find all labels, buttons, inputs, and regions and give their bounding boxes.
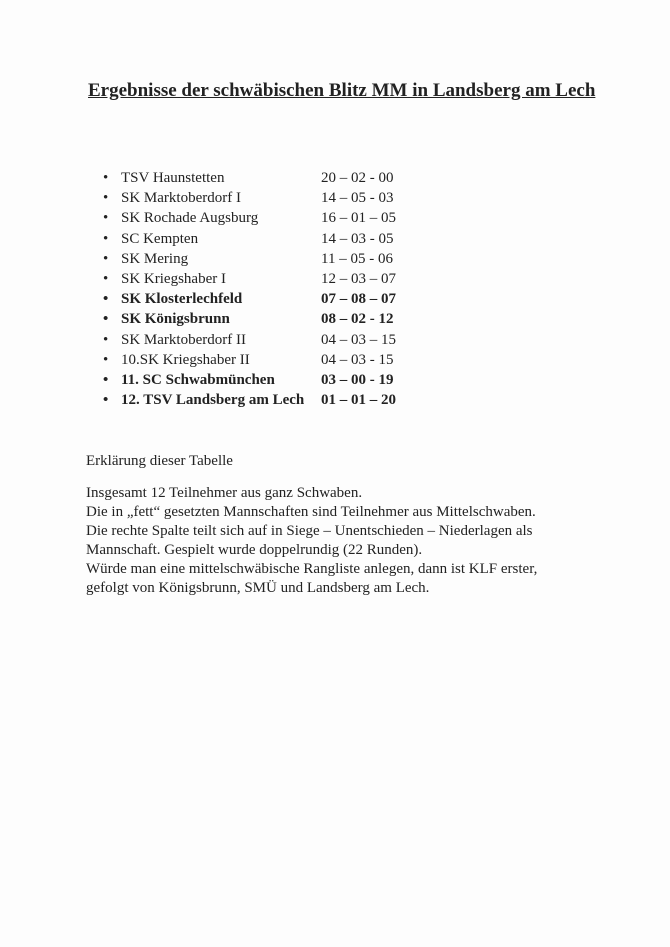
team-name: 12. TSV Landsberg am Lech <box>121 392 305 409</box>
explanation-line: Würde man eine mittelschwäbische Rangliste anlegen, dann ist KLF erster, <box>86 561 538 577</box>
explanation-line: Insgesamt 12 Teilnehmer aus ganz Schwaben. <box>86 485 363 501</box>
bullet-icon: • <box>103 270 109 287</box>
bullet-icon: • <box>103 230 109 247</box>
explanation-line: gefolgt von Königsbrunn, SMÜ und Landsberg am Lech. <box>86 580 430 596</box>
team-name: SK Klosterlechfeld <box>121 291 243 308</box>
team-score: 14 – 05 - 03 <box>321 190 394 207</box>
bullet-icon: • <box>103 291 109 308</box>
explanation-paragraph <box>86 484 537 598</box>
explanation-heading: Erklärung dieser Tabelle <box>86 453 233 469</box>
team-name: SK Marktoberdorf II <box>121 331 246 348</box>
bullet-icon: • <box>103 250 109 267</box>
team-score: 08 – 02 - 12 <box>321 311 394 328</box>
team-name: SC Kempten <box>121 230 199 247</box>
bullet-icon: • <box>103 311 109 328</box>
team-score: 01 – 01 – 20 <box>321 392 396 409</box>
team-score: 14 – 03 - 05 <box>321 230 394 247</box>
bullet-icon: • <box>103 351 109 368</box>
team-score: 11 – 05 - 06 <box>321 250 393 267</box>
bullet-icon: • <box>103 371 109 388</box>
team-name: SK Mering <box>121 250 189 267</box>
team-score: 04 – 03 - 15 <box>321 351 394 368</box>
bullet-icon: • <box>103 392 109 409</box>
team-name: 11. SC Schwabmünchen <box>121 371 275 388</box>
team-name: 10.SK Kriegshaber II <box>121 351 250 368</box>
bullet-icon: • <box>103 170 109 186</box>
team-name: SK Marktoberdorf I <box>121 190 241 207</box>
document-title: Ergebnisse der schwäbischen Blitz MM in Landsberg am Lech <box>88 80 596 101</box>
team-score: 07 – 08 – 07 <box>321 291 396 308</box>
team-score: 12 – 03 – 07 <box>321 270 396 287</box>
explanation-line: Mannschaft. Gespielt wurde doppelrundig (22 Runden). <box>86 542 423 558</box>
bullet-icon: • <box>103 210 109 227</box>
team-name: SK Kriegshaber I <box>121 270 226 287</box>
team-score: 04 – 03 – 15 <box>321 331 396 348</box>
team-name: SK Königsbrunn <box>121 311 230 328</box>
team-score: 03 – 00 - 19 <box>321 371 394 388</box>
team-name: TSV Haunstetten <box>121 170 225 186</box>
explanation-line: Die rechte Spalte teilt sich auf in Siege – Unentschieden – Niederlagen als <box>86 523 533 539</box>
team-name: SK Rochade Augsburg <box>121 210 259 227</box>
bullet-icon: • <box>103 331 109 348</box>
explanation-line: Die in „fett“ gesetzten Mannschaften sind Teilnehmer aus Mittelschwaben. <box>86 504 536 520</box>
bullet-icon: • <box>103 190 109 207</box>
team-score: 16 – 01 – 05 <box>321 210 396 227</box>
team-score: 20 – 02 - 00 <box>321 170 394 186</box>
